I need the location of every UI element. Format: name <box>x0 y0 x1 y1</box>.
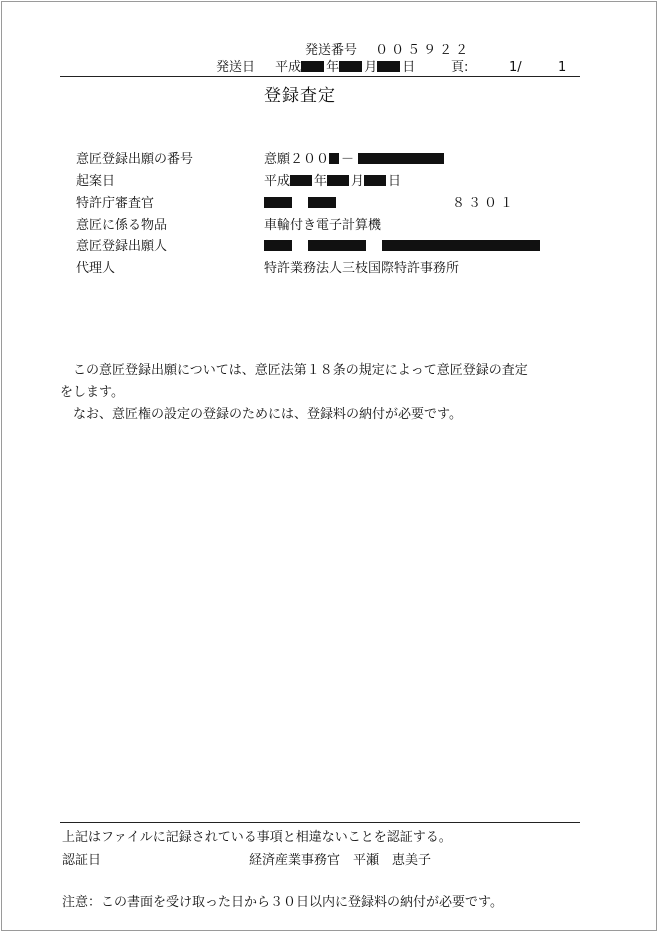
redacted-applicant-2 <box>308 240 366 251</box>
agent-value: 特許業務法人三枝国際特許事務所 <box>264 261 460 276</box>
header-rule <box>60 76 580 77</box>
dispatch-date <box>216 60 415 76</box>
redacted-month <box>339 61 362 72</box>
examiner-name <box>264 196 338 212</box>
draft-year-suffix: 年 <box>314 174 328 189</box>
dispatch-number-value: ００５９２２ <box>375 43 472 58</box>
month-suffix: 月 <box>364 60 378 75</box>
redacted-applicant-1 <box>264 240 292 251</box>
application-number-prefix: 意願２００ <box>264 152 330 167</box>
examiner-code: ８３０１ <box>452 196 517 211</box>
redacted-draft-day <box>364 175 386 186</box>
year-suffix: 年 <box>326 60 340 75</box>
redacted-examiner-given <box>308 197 336 208</box>
redacted-app-year <box>329 153 339 164</box>
payment-note: 注意：この書面を受け取った日から３０日以内に登録料の納付が必要です。 <box>62 895 503 910</box>
certifying-official: 経済産業事務官 平瀬 恵美子 <box>249 853 432 868</box>
day-suffix: 日 <box>402 60 416 75</box>
page-title: 登録査定 <box>264 86 336 106</box>
application-number-value <box>264 152 446 168</box>
article-value: 車輪付き電子計算機 <box>264 218 382 233</box>
body-line-2: をします。 <box>60 385 124 400</box>
application-number-label: 意匠登録出願の番号 <box>76 152 194 167</box>
draft-day-suffix: 日 <box>388 174 402 189</box>
redacted-draft-month <box>327 175 349 186</box>
dispatch-date-label: 発送日 <box>216 60 256 75</box>
dispatch-number-label: 発送番号 <box>305 43 358 58</box>
redacted-app-serial <box>358 153 444 164</box>
applicant-value <box>264 239 542 255</box>
body-line-3: なお、意匠権の設定の登録のためには、登録料の納付が必要です。 <box>60 407 462 422</box>
redacted-examiner-surname <box>264 197 292 208</box>
redacted-day <box>377 61 400 72</box>
agent-label: 代理人 <box>76 261 116 276</box>
page-total: 1 <box>558 60 567 75</box>
redacted-applicant-3 <box>382 240 540 251</box>
footer-rule <box>60 822 580 823</box>
redacted-year <box>301 61 324 72</box>
redacted-draft-year <box>290 175 312 186</box>
document-frame <box>1 1 657 931</box>
certification-text: 上記はファイルに記録されている事項と相違ないことを認証する。 <box>62 830 452 845</box>
page-label: 頁: <box>451 60 469 75</box>
dispatch-number <box>305 43 471 59</box>
article-label: 意匠に係る物品 <box>76 218 168 233</box>
draft-date-value <box>264 174 401 190</box>
cert-date-label: 認証日 <box>62 853 102 868</box>
body-line-1: この意匠登録出願については、意匠法第１８条の規定によって意匠登録の査定 <box>60 363 528 378</box>
page-current: 1/ <box>509 60 522 75</box>
examiner-label: 特許庁審査官 <box>76 196 155 211</box>
draft-date-era: 平成 <box>264 174 291 189</box>
dispatch-date-era: 平成 <box>275 60 302 75</box>
draft-month-suffix: 月 <box>351 174 365 189</box>
application-number-dash: － <box>341 152 355 167</box>
draft-date-label: 起案日 <box>76 174 116 189</box>
applicant-label: 意匠登録出願人 <box>76 239 168 254</box>
